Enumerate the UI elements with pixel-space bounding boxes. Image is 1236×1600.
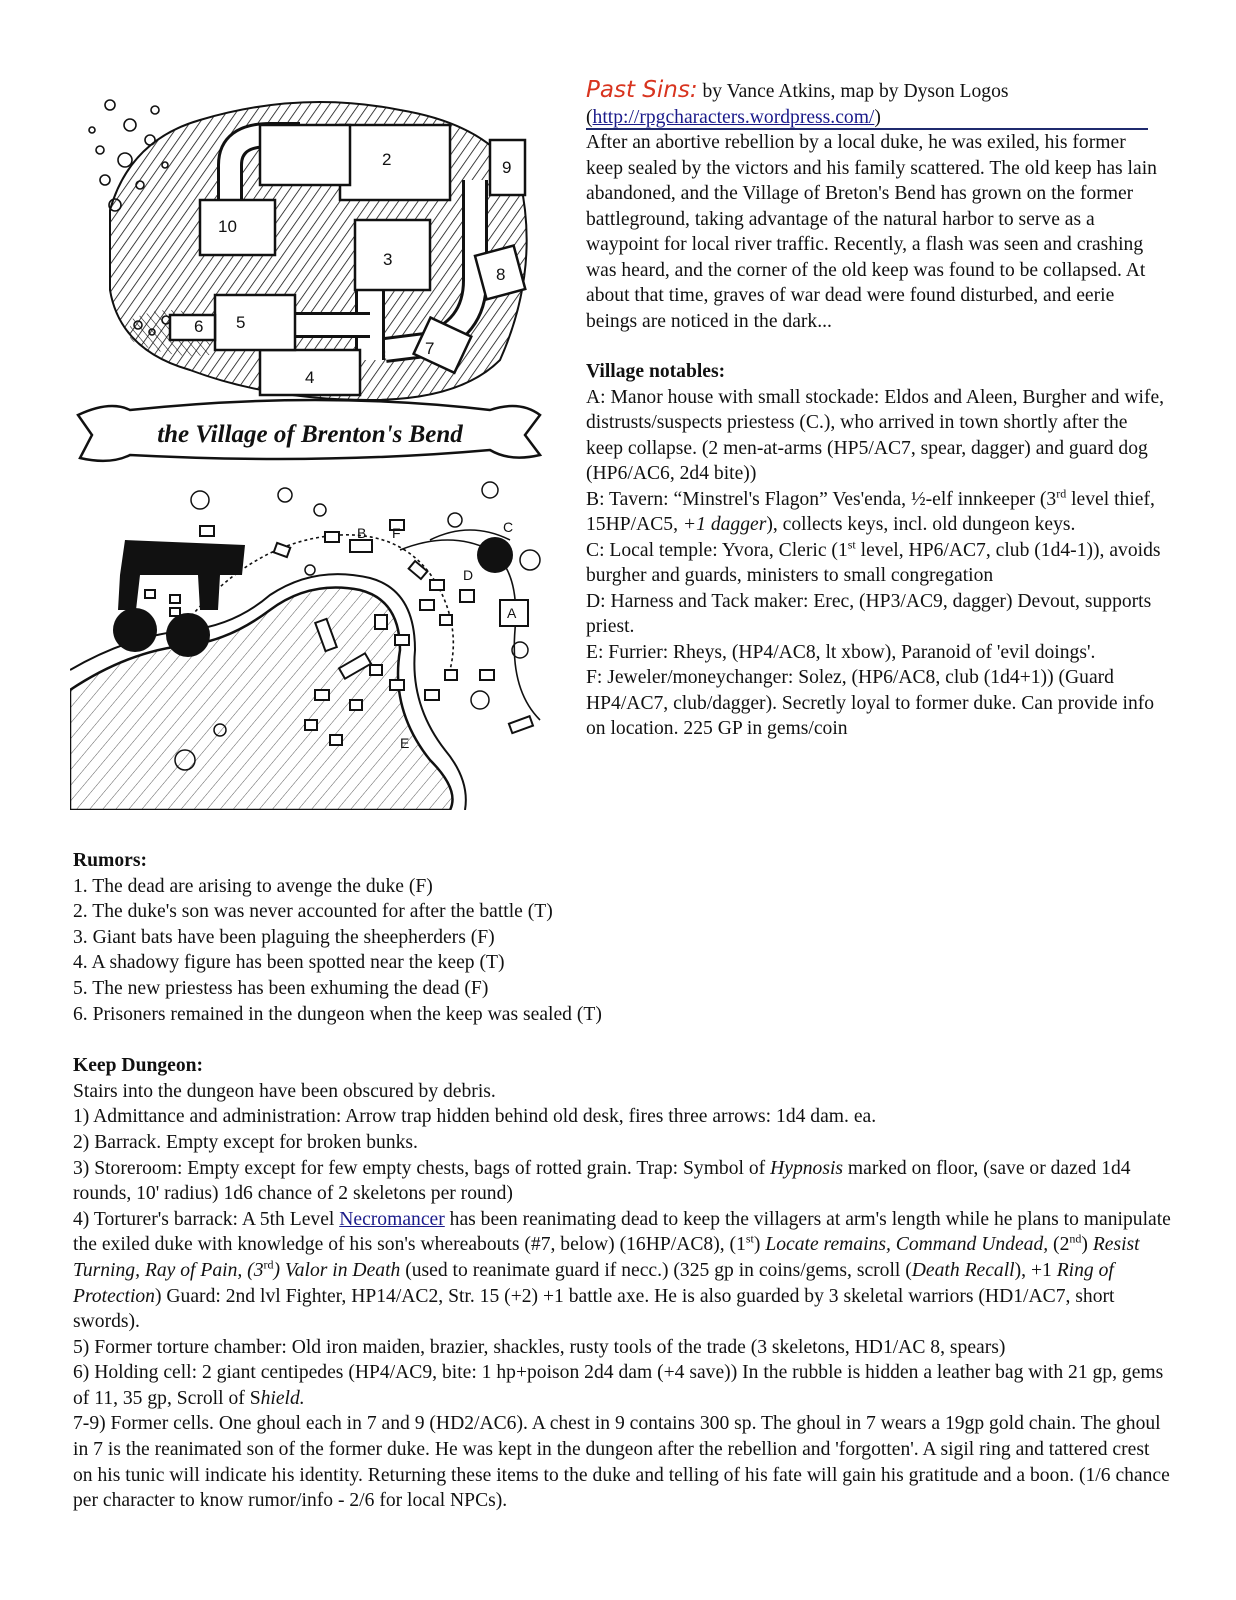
dungeon-map (89, 100, 527, 400)
rumor-item: 2. The duke's son was never accounted for after the battle (T) (73, 901, 553, 923)
dungeon-heading: Keep Dungeon: (73, 1055, 204, 1077)
village-letter: F (392, 525, 401, 541)
village-dungeon-map (70, 70, 570, 810)
dungeon-room-2: 2) Barrack. Empty except for broken bunks. (73, 1131, 418, 1153)
article-title: Past Sins: (586, 77, 698, 103)
room-number: 2 (382, 150, 392, 169)
village-letter: C (503, 519, 514, 535)
room-number: 4 (305, 368, 315, 387)
rumors-heading: Rumors: (73, 850, 148, 871)
rumor-item: 4. A shadowy figure has been spotted near the keep (T) (73, 952, 505, 974)
village-letter: D (463, 567, 474, 583)
room-number: 9 (502, 158, 512, 177)
notables-heading: Village notables: (586, 361, 726, 382)
article-header (586, 78, 1166, 105)
room-number: 6 (194, 317, 204, 336)
rumor-item: 5. The new priestess has been exhuming the dead (F) (73, 977, 489, 999)
village-letter: A (507, 605, 517, 621)
rumor-item: 3. Giant bats have been plaguing the sheepherders (F) (73, 926, 495, 948)
village-letter: E (400, 735, 410, 751)
necromancer-link[interactable]: Necromancer (339, 1208, 445, 1230)
room-number: 8 (496, 265, 506, 284)
source-link[interactable]: http://rpgcharacters.wordpress.com/ (592, 106, 875, 128)
rumor-item: 1. The dead are arising to avenge the duke (F) (73, 875, 433, 897)
right-column (586, 78, 1166, 742)
room-number: 10 (218, 217, 237, 236)
dungeon-rooms-7-9: 7-9) Former cells. One ghoul each in 7 and 9 (HD2/AC6). A chest in 9 contains 300 sp. The ghoul in 7 wears a 19gp gold chain. The ghoul in 7 is the reanimated son of the former duke. He was kept in the dungeon after the rebellion and 'forgotten'. A sigil ring and tattered crest on his tunic will indicate his identity. Returning these items to the duke and telling of his fate will gain his gratitude and a boon. (1/6 chance per character to know rumor/info - 2/6 for local NPCs). (73, 1413, 1170, 1512)
dungeon-room-5: 5) Former torture chamber: Old iron maiden, brazier, shackles, rusty tools of the trade (3 skeletons, HD1/AC 8, spears) (73, 1336, 1006, 1358)
room-number: 5 (236, 313, 246, 332)
source-link-line: (http://rpgcharacters.wordpress.com/) (586, 106, 881, 128)
room-number: 7 (425, 339, 435, 358)
notable-b: B: Tavern: “Minstrel's Flagon” Ves'enda, ½-elf innkeeper (3rd level thief, 15HP/AC5, +1 dagger), collects keys, incl. old dungeon keys. (586, 485, 1155, 535)
dungeon-room-6: 6) Holding cell: 2 giant centipedes (HP4/AC9, bite: 1 hp+poison 2d4 dam (+4 save)) In the rubble is hidden a leather bag with 21 gp, gems of 11, 35 gp, Scroll of Shield. (73, 1362, 1164, 1409)
rumor-item: 6. Prisoners remained in the dungeon when the keep was sealed (T) (73, 1003, 602, 1025)
byline: by Vance Atkins, map by Dyson Logos (697, 81, 1009, 102)
notable-c: C: Local temple: Yvora, Cleric (1st level, HP6/AC7, club (1d4-1)), avoids burgher and guards, ministers to small congregation (586, 536, 1161, 586)
notable-f: F: Jeweler/moneychanger: Solez, (HP6/AC8, club (1d4+1)) (Guard HP4/AC7, club/dagger). Secretly loyal to former duke. Can provide info on location. 225 GP in gems/coin (586, 667, 1155, 739)
intro-paragraph: After an abortive rebellion by a local duke, he was exiled, his former keep sealed by the victors and his family scattered. The old keep has lain abandoned, and the Village of Breton's Bend has grown on the former battleground, taking advantage of the natural harbor to serve as a waypoint for local river traffic. Recently, a flash was seen and crashing was heard, and the corner of the old keep was found to be collapsed. At about that time, graves of war dead were found disturbed, and eerie beings are noticed in the dark... (586, 132, 1157, 332)
dungeon-room-3: 3) Storeroom: Empty except for few empty chests, bags of rotted grain. Trap: Symbol of Hypnosis marked on floor, (save or dazed 1d4 rounds, 10' radius) 1d6 chance of 2 skeletons per round) (73, 1157, 1131, 1205)
notable-d: D: Harness and Tack maker: Erec, (HP3/AC9, dagger) Devout, supports priest. (586, 590, 1152, 637)
village-letter: B (357, 525, 367, 541)
notable-a: A: Manor house with small stockade: Eldos and Aleen, Burgher and wife, distrusts/suspects priestess (C.), who arrived in town shortly after the keep collapse. (2 men-at-arms (HP5/AC7, spear, dagger) and guard dog (HP6/AC6, 2d4 bite)) (586, 386, 1165, 484)
dungeon-intro: Stairs into the dungeon have been obscured by debris. (73, 1080, 496, 1102)
dungeon-room-1: 1) Admittance and administration: Arrow trap hidden behind old desk, fires three arrows: 1d4 dam. ea. (73, 1106, 877, 1128)
map-banner-text: the Village of Brenton's Bend (157, 421, 463, 448)
map-banner (78, 400, 540, 461)
notable-e: E: Furrier: Rheys, (HP4/AC8, lt xbow), Paranoid of 'evil doings'. (586, 641, 1096, 663)
bottom-section (73, 848, 1173, 1514)
village-map (70, 482, 540, 810)
dungeon-room-4: 4) Torturer's barrack: A 5th Level Necromancer has been reanimating dead to keep the villagers at arm's length while he plans to manipulate the exiled duke with knowledge of his son's whereabouts (#7, below) (16HP/AC8), (1st) Locate remains, Command Undead, (2nd) Resist Turning, Ray of Pain, (3rd) Valor in Death (used to reanimate guard if necc.) (325 gp in coins/gems, scroll (Death Recall), +1 Ring of Protection) Guard: 2nd lvl Fighter, HP14/AC2, Str. 15 (+2) +1 battle axe. He is also guarded by 3 skeletal warriors (HD1/AC7, short swords). (73, 1208, 1171, 1333)
room-number: 3 (383, 250, 393, 269)
